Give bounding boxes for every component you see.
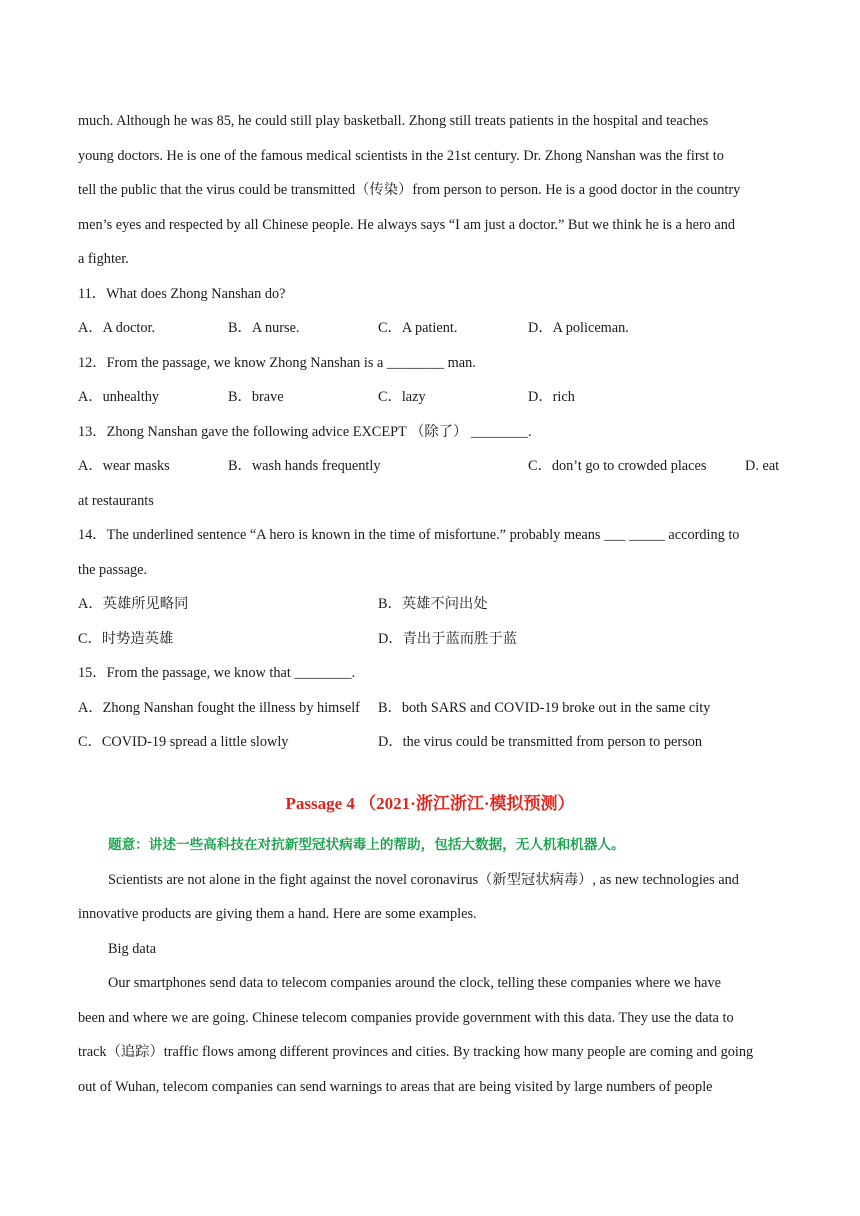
q12-option-c: C．lazy bbox=[378, 389, 426, 405]
question-14-stem: 14．The underlined sentence “A hero is known in the time of misfortune.” probably means ___ _____ according to bbox=[78, 527, 740, 543]
q13-option-b: B．wash hands frequently bbox=[228, 458, 381, 474]
q14-option-d: D．青出于蓝而胜于蓝 bbox=[378, 631, 517, 647]
passage-line: men’s eyes and respected by all Chinese people. He always says “I am just a doctor.” But we think he is a hero and bbox=[78, 217, 736, 233]
passage-line: been and where we are going. Chinese telecom companies provide government with this data. They use the data to bbox=[78, 1010, 734, 1026]
passage-4-title: Passage 4 （2021·浙江浙江·模拟预测） bbox=[285, 794, 575, 813]
q14-option-c: C．时势造英雄 bbox=[78, 631, 174, 647]
q12-option-a: A．unhealthy bbox=[78, 389, 159, 405]
q11-option-a: A．A doctor. bbox=[78, 320, 156, 336]
q13-option-d: D. eat bbox=[745, 458, 780, 474]
passage-line: tell the public that the virus could be transmitted（传染）from person to person. He is a good doctor in the country bbox=[78, 182, 741, 198]
q15-option-c: C．COVID-19 spread a little slowly bbox=[78, 734, 289, 750]
q11-option-c: C．A patient. bbox=[378, 320, 458, 336]
q11-option-b: B．A nurse. bbox=[228, 320, 300, 336]
question-14-stem-wrap: the passage. bbox=[78, 562, 148, 578]
passage-line: Our smartphones send data to telecom companies around the clock, telling these companies where we have bbox=[108, 975, 721, 991]
q15-option-a: A．Zhong Nanshan fought the illness by himself bbox=[78, 700, 360, 716]
q12-option-d: D．rich bbox=[528, 389, 575, 405]
q13-option-a: A．wear masks bbox=[78, 458, 170, 474]
q14-option-a: A．英雄所见略同 bbox=[78, 596, 189, 612]
question-15-stem: 15．From the passage, we know that ________. bbox=[78, 665, 356, 681]
q13-option-c: C．don’t go to crowded places bbox=[528, 458, 707, 474]
passage-line: Scientists are not alone in the fight against the novel coronavirus（新型冠状病毒）, as new technologies and bbox=[108, 872, 739, 888]
passage-line: much. Although he was 85, he could still play basketball. Zhong still treats patients in the hospital and teaches bbox=[78, 113, 709, 129]
passage-line: out of Wuhan, telecom companies can send warnings to areas that are being visited by large numbers of people bbox=[78, 1079, 713, 1095]
question-11-stem: 11．What does Zhong Nanshan do? bbox=[78, 286, 286, 302]
passage-line: track（追踪）traffic flows among different provinces and cities. By tracking how many people are coming and going bbox=[78, 1044, 754, 1060]
q15-option-b: B．both SARS and COVID-19 broke out in the same city bbox=[378, 700, 711, 716]
question-13-stem: 13．Zhong Nanshan gave the following advice EXCEPT （除了） ________. bbox=[78, 424, 532, 440]
passage-line: a fighter. bbox=[78, 251, 129, 267]
q12-option-b: B．brave bbox=[228, 389, 284, 405]
section-heading-big-data: Big data bbox=[108, 941, 157, 957]
q11-option-d: D．A policeman. bbox=[528, 320, 629, 336]
passage-line: innovative products are giving them a hand. Here are some examples. bbox=[78, 906, 477, 922]
q13-option-d-wrap: at restaurants bbox=[78, 493, 154, 509]
passage-4-summary: 题意：讲述一些高科技在对抗新型冠状病毒上的帮助，包括大数据，无人机和机器人。 bbox=[108, 837, 625, 852]
q15-option-d: D．the virus could be transmitted from person to person bbox=[378, 734, 702, 750]
question-12-stem: 12．From the passage, we know Zhong Nanshan is a ________ man. bbox=[78, 355, 476, 371]
q14-option-b: B．英雄不问出处 bbox=[378, 596, 488, 612]
passage-line: young doctors. He is one of the famous medical scientists in the 21st century. Dr. Zhong Nanshan was the first to bbox=[78, 148, 724, 164]
